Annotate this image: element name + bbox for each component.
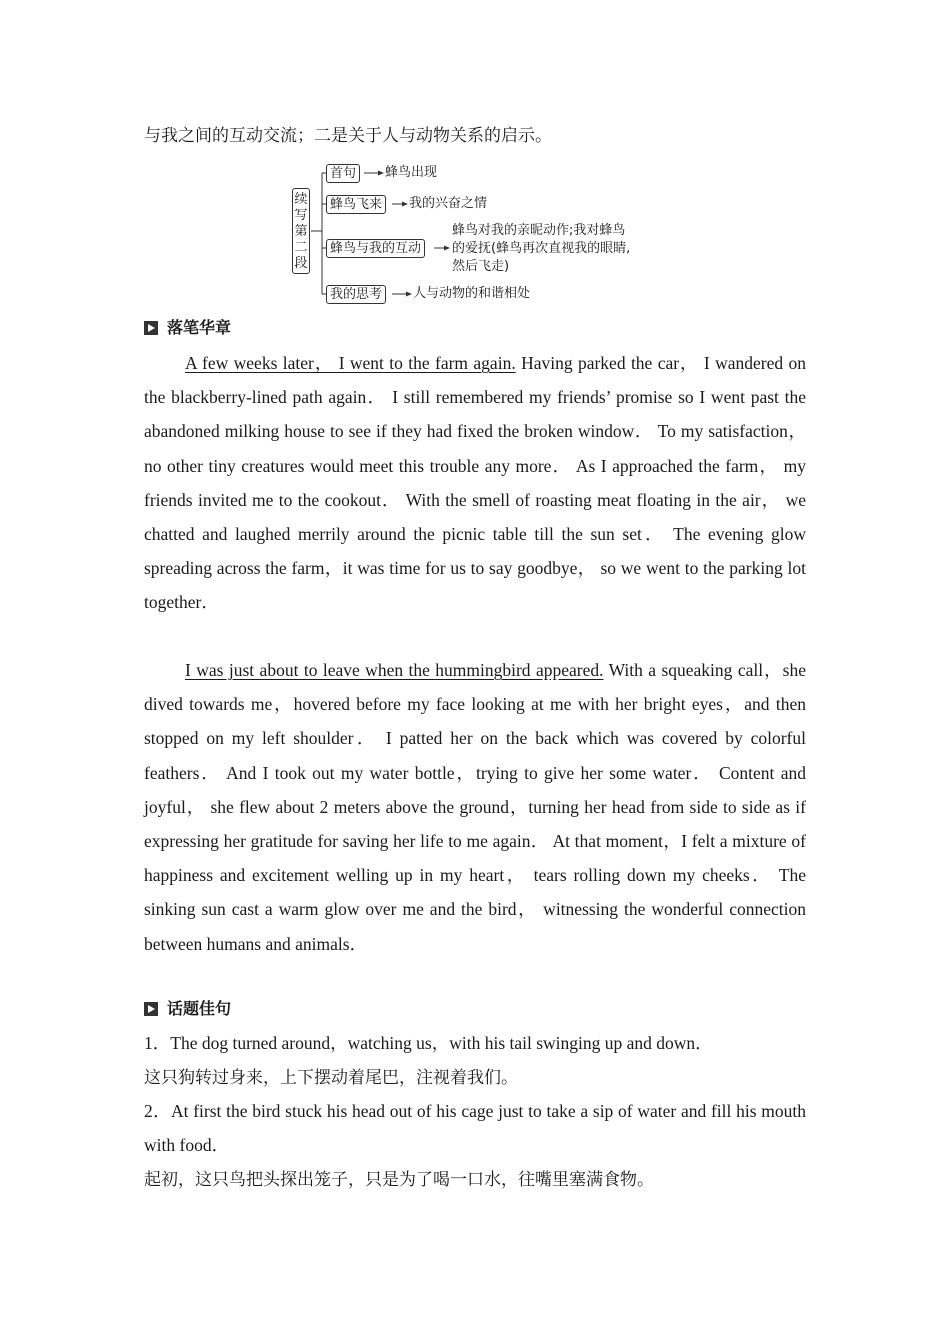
underlined-topic-sentence: A few weeks later， I went to the farm again. xyxy=(185,353,516,373)
paragraph-2 xyxy=(144,653,806,961)
play-triangle-icon xyxy=(144,321,158,335)
sentence-1-cn: 这只狗转过身来，上下摆动着尾巴，注视着我们。 xyxy=(144,1068,518,1088)
diagram-result-1: 蜂鸟出现 xyxy=(385,165,438,180)
paragraph-1 xyxy=(144,346,806,620)
section-title: 落笔华章 xyxy=(167,318,232,337)
diagram-node-bird-flies: 蜂鸟飞来 xyxy=(326,195,386,214)
diagram-result-2: 我的兴奋之情 xyxy=(409,196,488,211)
paragraph-1-body: Having parked the car， I wandered on the blackberry-lined path again． I still remembered my friends’ promise so I went past the abandoned milking house to see if they had fixed the broken window． To my satisfaction， no other tiny creatures would meet this trouble any more． As I approached the farm， my friends invited me to the cookout． With the smell of roasting meat floating in the air， we chatted and laughed merrily around the picnic table till the sun set． The evening glow spreading across the farm，it was time for us to say goodbye， so we went to the parking lot together． xyxy=(144,353,807,613)
paragraph-2-body-text: With a squeaking call，she dived towards me，hovered before my face looking at me with her bright eyes，and then stopped on my left shoulder． I patted her on the back which was covered by colorful feathers． And I took out my water bottle，trying to give her some water． Content and joyful， she flew about 2 meters above the ground，turning her head from side to side as if expressing her gratitude for saving her life to me again． At that moment，I felt a mixture of happiness and excitement welling up in my heart， tears rolling down my cheeks． The sinking sun cast a warm glow over me and the bird， witnessing the wonderful connection between humans and animals． xyxy=(144,660,806,954)
diagram-result-3-line-1: 蜂鸟对我的亲昵动作;我对蜂鸟 xyxy=(452,223,626,238)
underlined-topic-sentence: I was just about to leave when the hummingbird appeared. xyxy=(185,660,604,680)
section-title: 话题佳句 xyxy=(167,999,232,1018)
sentence-2-cn: 起初，这只鸟把头探出笼子，只是为了喝一口水，往嘴里塞满食物。 xyxy=(144,1170,654,1190)
diagram-result-3-line-2: 的爱抚(蜂鸟再次直视我的眼睛, xyxy=(452,241,631,256)
diagram-root-box: 续写第二段 xyxy=(292,188,310,274)
diagram-result-4: 人与动物的和谐相处 xyxy=(413,286,531,301)
diagram-node-interaction: 蜂鸟与我的互动 xyxy=(326,239,425,258)
diagram-result-3-line-3: 然后飞走) xyxy=(452,259,510,274)
intro-line: 与我之间的互动交流；二是关于人与动物关系的启示。 xyxy=(144,126,552,145)
sentence-1-en: 1．The dog turned around，watching us，with his tail swinging up and down． xyxy=(144,1033,713,1053)
section-heading-writing xyxy=(144,318,231,338)
sentence-2-en: 2．At first the bird stuck his head out of his cage just to take a sip of water and fill his mouth with food． xyxy=(144,1101,806,1155)
play-triangle-icon xyxy=(144,1002,158,1016)
section-heading-sentences xyxy=(144,999,231,1019)
diagram-node-first-sentence: 首句 xyxy=(326,164,360,183)
diagram-node-reflection: 我的思考 xyxy=(326,285,386,304)
structure-diagram xyxy=(292,160,672,310)
